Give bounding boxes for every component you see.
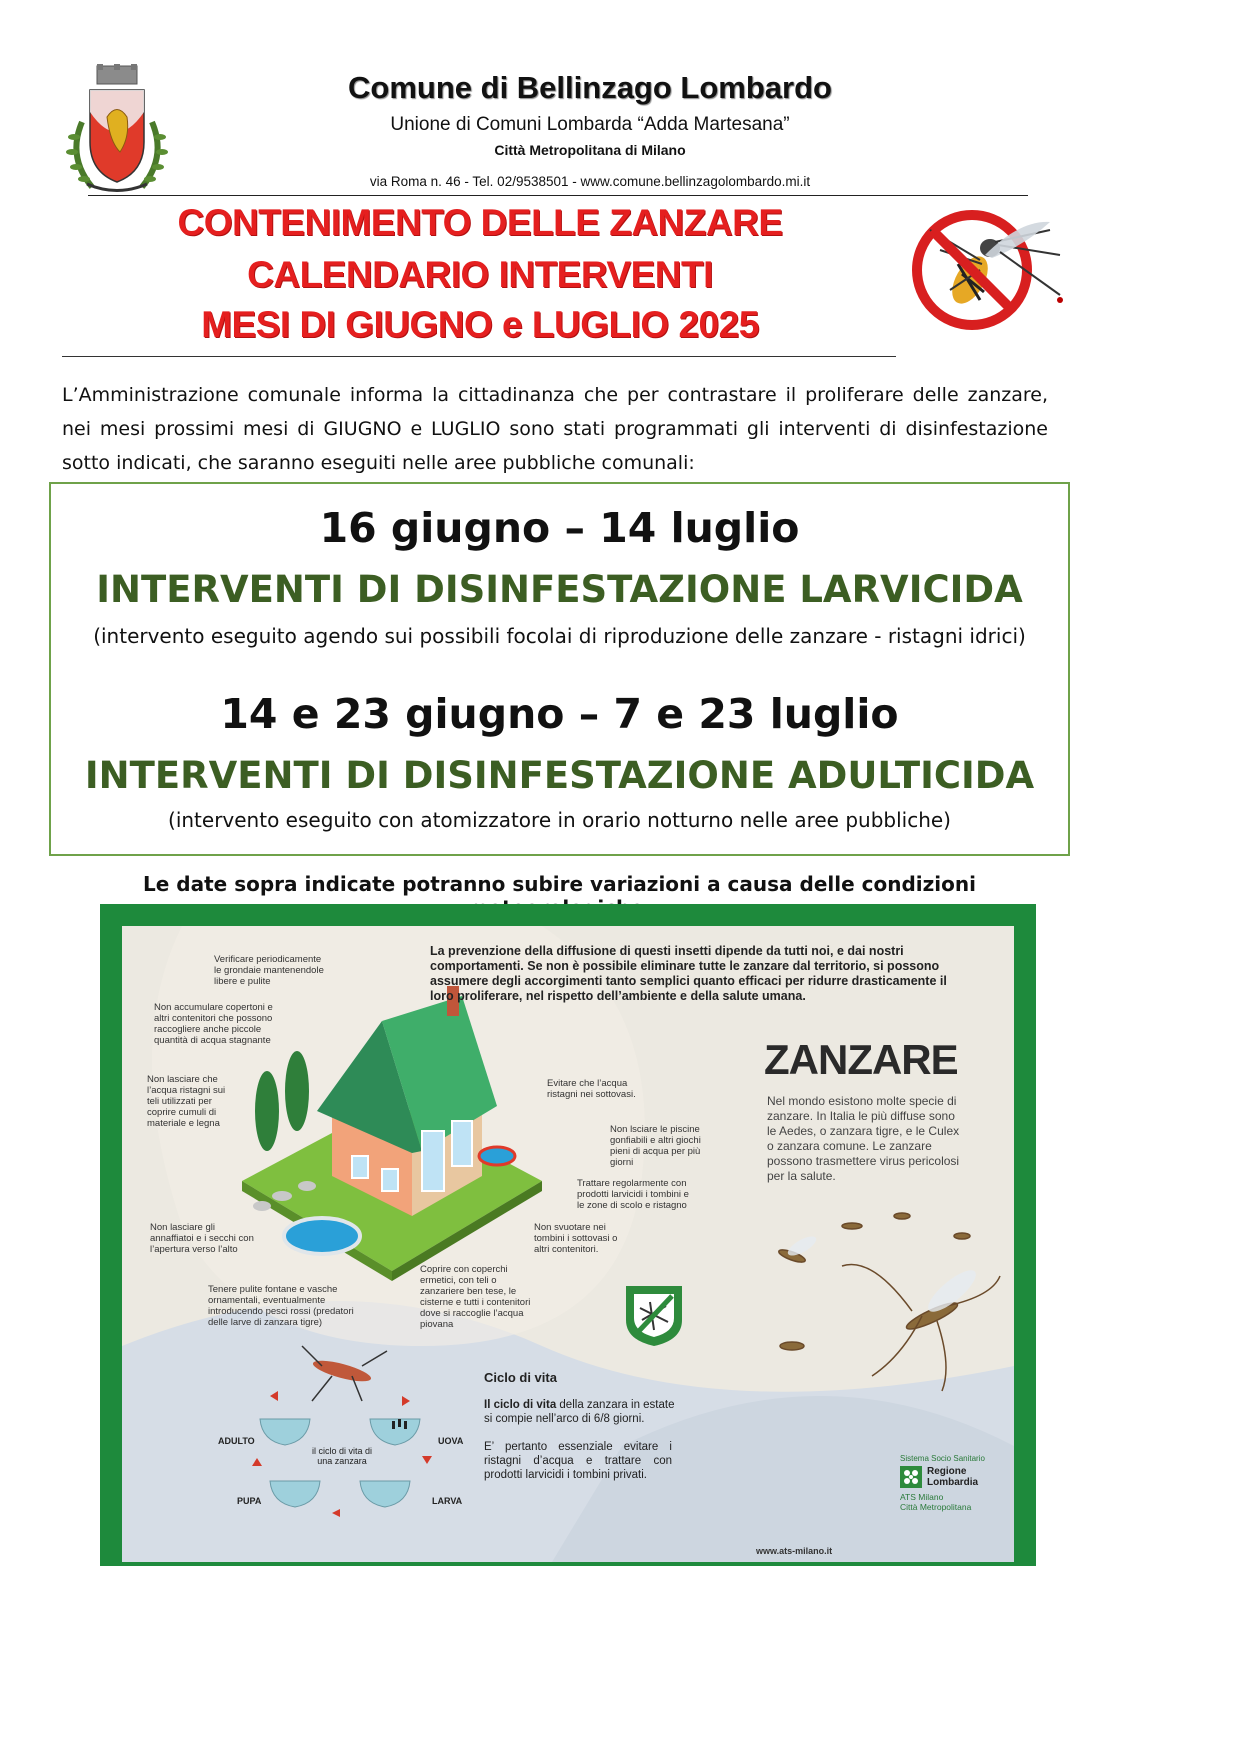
title-divider — [62, 356, 896, 357]
contact-address: via Roma n. 46 - Tel. 02/9538501 - www.comune.bellinzagolombardo.mi.it — [369, 174, 811, 189]
adulticide-note: (intervento eseguito con atomizzatore in orario notturno nelle aree pubbliche) — [168, 808, 951, 832]
larvicide-heading: INTERVENTI DI DISINFESTAZIONE LARVICIDA — [96, 568, 1023, 611]
stage-pupa: PUPA — [237, 1496, 262, 1506]
lifecycle-text-1 — [484, 1398, 684, 1426]
metro-city: Città Metropolitana di Milano — [494, 142, 686, 158]
lifecycle-text-2: E’ pertanto essenziale evitare i ristagni d’acqua e trattare con prodotti larvicidi i tombini privati. — [484, 1441, 672, 1481]
logo-ats — [900, 1492, 971, 1512]
poster-big-title: ZANZARE — [764, 1036, 958, 1083]
union-name: Unione di Comuni Lombarda “Adda Martesana” — [390, 114, 790, 135]
larvicide-dates: 16 giugno – 14 luglio — [319, 504, 800, 552]
no-mosquito-icon — [910, 200, 1070, 340]
municipal-crest-icon — [62, 62, 172, 196]
callout-saucers: Evitare che l’acqua ristagni nei sottovasi. — [547, 1078, 636, 1100]
logo-region-name-2: Lombardia — [927, 1477, 979, 1488]
main-title-line-2: CALENDARIO INTERVENTI — [247, 254, 713, 295]
adulticide-heading: INTERVENTI DI DISINFESTAZIONE ADULTICIDA — [84, 754, 1035, 797]
callout-drains: Trattare regolarmente con prodotti larvicidi i tombini e le zone di scolo e ristagno — [577, 1178, 689, 1211]
municipality-name: Comune di Bellinzago Lombardo — [348, 70, 832, 105]
logo-ats-1: ATS Milano — [900, 1492, 944, 1502]
intro-paragraph: L’Amministrazione comunale informa la cittadinanza che per contrastare il proliferare delle zanzare, nei mesi prossimi mesi di GIUGNO e LUGLIO sono stati programmati gli interventi di disinfestazione sotto indicati, che saranno eseguiti nelle aree pubbliche comunali: — [62, 384, 1048, 474]
lifecycle-title: Ciclo di vita — [484, 1370, 557, 1385]
poster-intro: La prevenzione della diffusione di questi insetti dipende da tutti noi, e dai nostri comportamenti. Se non è possibile eliminare tutte le zanzare dal territorio, si possono assumere degli accorgimenti tanto semplici quanto efficaci per ridurre drasticamente il loro proliferare, nel rispetto dell’ambiente e della salute umana. — [430, 944, 947, 1003]
callout-cisterns: Coprire con coperchi ermetici, con teli o zanzariere ben tese, le cisterne e tutti i contenitori dove si raccoglie l’acqua piovana — [420, 1264, 531, 1330]
poster-panel — [122, 926, 1014, 1562]
poster-url: www.ats-milano.it — [756, 1546, 833, 1556]
adulticide-dates: 14 e 23 giugno – 7 e 23 luglio — [220, 690, 899, 738]
stage-adulto: ADULTO — [218, 1436, 255, 1446]
main-title-line-1: CONTENIMENTO DELLE ZANZARE — [177, 202, 783, 243]
callout-fountains: Tenere pulite fontane e vasche ornamentali, eventualmente introducendo pesci rossi (predatori delle larve di zanzara tigre) — [208, 1284, 354, 1328]
logo-region-name-1: Regione — [927, 1466, 967, 1477]
larvicide-note: (intervento eseguito agendo sui possibili focolai di riproduzione delle zanzare - ristagni idrici) — [93, 624, 1026, 648]
lifecycle-center-label: il ciclo di vita di una zanzara — [311, 1446, 373, 1466]
callout-emptying: Non svuotare nei tombini i sottovasi o altri contenitori. — [534, 1222, 618, 1255]
no-mosquito-sign-icon — [620, 1280, 688, 1348]
mosquitoes-illustration-icon — [752, 1196, 1002, 1396]
logo-system-label: Sistema Socio Sanitario — [900, 1454, 985, 1463]
poster-description: Nel mondo esistono molte specie di zanzare. In Italia le più diffuse sono le Aedes, o zanzara tigre, e le Culex o zanzara comune. Le zanzare possono trasmettere virus pericolosi per la salute. — [767, 1094, 960, 1183]
callout-gutters: Verificare periodicamente le grondaie mantenendole libere e pulite — [214, 954, 324, 987]
main-title-line-3: MESI DI GIUGNO e LUGLIO 2025 — [201, 304, 759, 345]
lifecycle-text-1-rest: della zanzara in estate si compie nell’arco di 6/8 giorni. — [484, 1399, 675, 1425]
callout-pools: Non lsciare le piscine gonfiabili e altri giochi pieni di acqua per più giorni — [610, 1124, 701, 1168]
lifecycle-text-1-bold: Il ciclo di vita — [484, 1399, 557, 1411]
callout-watering-cans: Non lasciare gli annaffiatoi e i secchi con l’apertura verso l’alto — [150, 1222, 254, 1255]
stage-uova: UOVA — [438, 1436, 464, 1446]
callout-tarps: Non lasciare che l’acqua ristagni sui teli utilizzati per coprire cumuli di materiale e legna — [147, 1074, 226, 1129]
logo-ats-2: Città Metropolitana — [900, 1502, 972, 1512]
header-divider — [88, 195, 1028, 196]
stage-larva: LARVA — [432, 1496, 463, 1506]
regione-lombardia-logo-icon — [900, 1466, 922, 1488]
weather-warning: Le date sopra indicate potranno subire variazioni a causa delle condizioni — [143, 872, 976, 896]
logo-region — [927, 1466, 978, 1488]
callout-tyres: Non accumulare copertoni e altri contenitori che possono raccogliere anche piccole quantità di acqua stagnante — [154, 1002, 273, 1046]
